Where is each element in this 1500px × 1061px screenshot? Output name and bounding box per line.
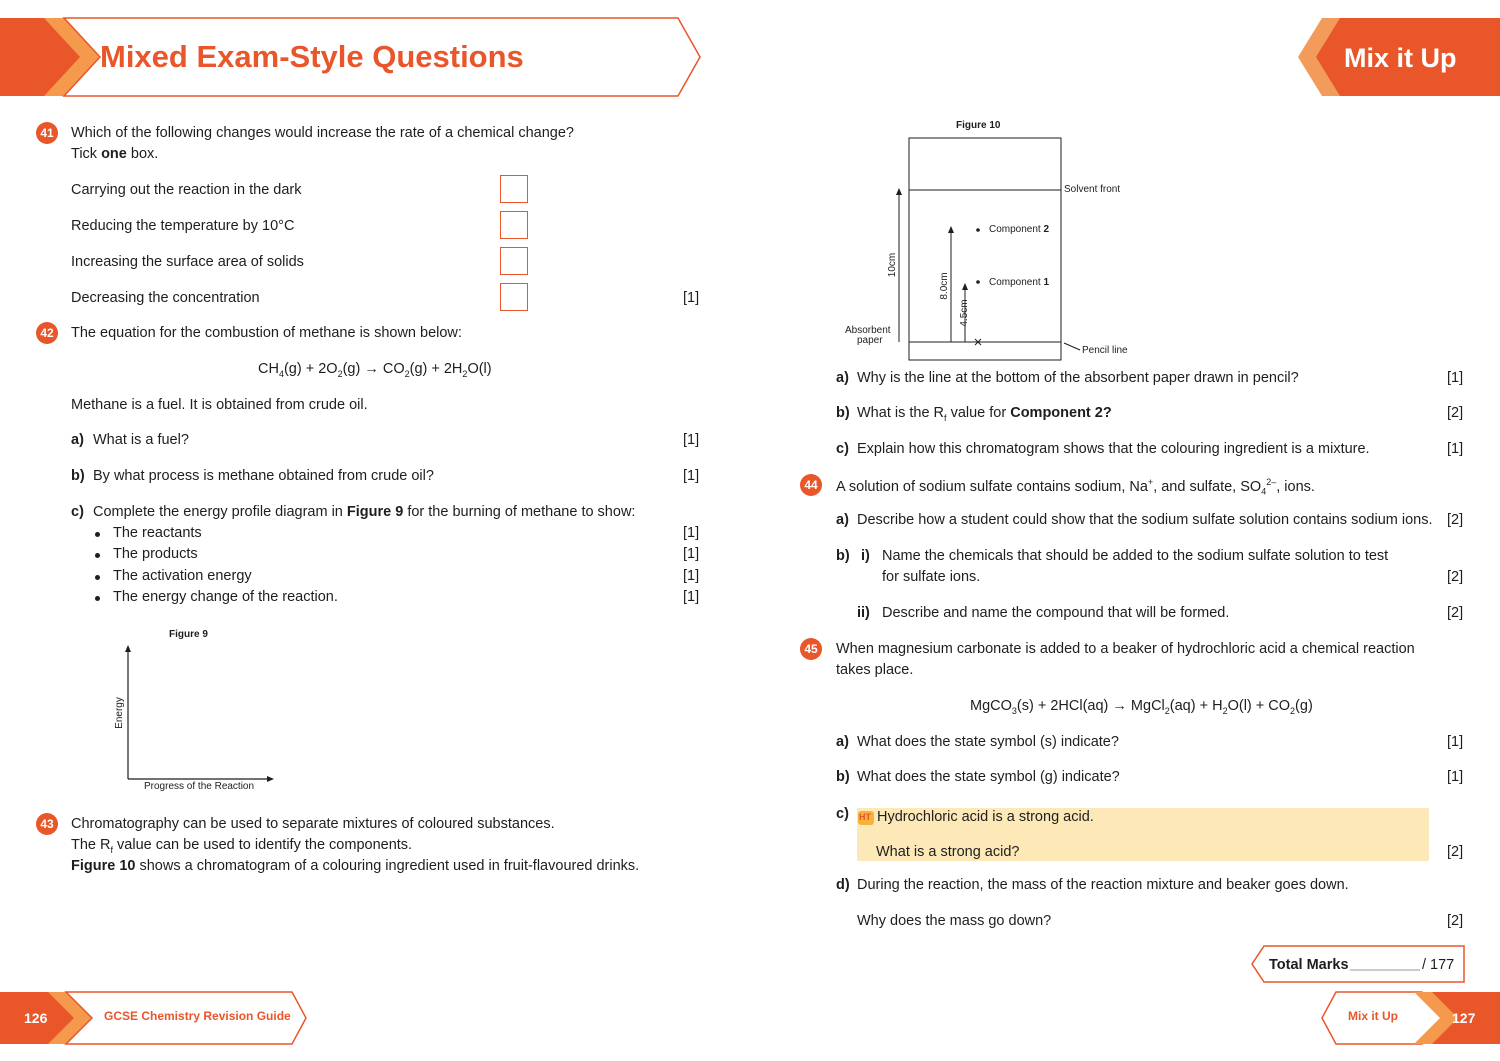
part-label: b) bbox=[836, 548, 850, 564]
marks: [2] bbox=[1447, 844, 1464, 860]
figure-title: Figure 10 bbox=[956, 120, 1001, 131]
part-text: What does the state symbol (g) indicate? bbox=[857, 769, 1120, 785]
part-text: Complete the energy profile diagram in Figure 9 for the burning of methane to show: bbox=[93, 504, 636, 520]
bullet bbox=[95, 575, 100, 580]
distance-label: 8.0cm bbox=[939, 272, 950, 300]
marks: [1] bbox=[1447, 769, 1464, 785]
instruction: Tick one box. bbox=[71, 146, 159, 162]
marks: [2] bbox=[1447, 913, 1464, 929]
marks: [1] bbox=[683, 290, 700, 306]
y-axis-label: Energy bbox=[114, 697, 125, 729]
part-text: Why does the mass go down? bbox=[857, 913, 1052, 929]
component-1-label: Component 1 bbox=[989, 277, 1050, 288]
bullet-text: The reactants bbox=[113, 525, 202, 541]
tick-box[interactable] bbox=[500, 211, 528, 239]
part-label: b) bbox=[836, 405, 850, 421]
tick-box[interactable] bbox=[500, 247, 528, 275]
distance-label: 10cm bbox=[887, 252, 898, 278]
page-title: Mixed Exam-Style Questions bbox=[100, 39, 524, 74]
part-label: a) bbox=[836, 370, 849, 386]
absorbent-paper-label: Absorbent bbox=[845, 325, 891, 336]
marks: [1] bbox=[683, 432, 700, 448]
part-label: a) bbox=[836, 512, 849, 528]
pencil-line-label: Pencil line bbox=[1082, 345, 1128, 356]
question-text: Chromatography can be used to separate mixtures of coloured substances. bbox=[71, 816, 555, 832]
figure-title: Figure 9 bbox=[169, 629, 208, 640]
marks: [2] bbox=[1447, 405, 1464, 421]
marks: [1] bbox=[683, 589, 700, 605]
option-label: Increasing the surface area of solids bbox=[71, 254, 304, 270]
question-text: When magnesium carbonate is added to a beaker of hydrochloric acid a chemical reaction bbox=[836, 641, 1415, 657]
bullet bbox=[95, 553, 100, 558]
part-text: Explain how this chromatogram shows that the colouring ingredient is a mixture. bbox=[857, 441, 1370, 457]
question-text: takes place. bbox=[836, 662, 914, 678]
bullet-text: The activation energy bbox=[113, 568, 252, 584]
marks: [1] bbox=[1447, 734, 1464, 750]
bullet bbox=[95, 532, 100, 537]
tick-box[interactable] bbox=[500, 283, 528, 311]
part-text: What is a strong acid? bbox=[876, 844, 1020, 860]
marks: [1] bbox=[1447, 441, 1464, 457]
question-number: 44 bbox=[800, 474, 822, 496]
marks: [2] bbox=[1447, 605, 1464, 621]
part-label: c) bbox=[836, 806, 849, 822]
part-label: a) bbox=[836, 734, 849, 750]
question-text: The $R_f$ value can be used to identify the components. bbox=[71, 837, 413, 855]
section-tab bbox=[1298, 16, 1500, 98]
part-text: What is the $R_f$ value for Component 2? bbox=[857, 405, 1112, 423]
distance-label: 4.5cm bbox=[959, 299, 970, 327]
tick-box[interactable] bbox=[500, 175, 528, 203]
question-number: 42 bbox=[36, 322, 58, 344]
marks: [2] bbox=[1447, 512, 1464, 528]
question-text: A solution of sodium sulfate contains sodium, Na+, and sulfate, $SO_4^{2-}$, ions. bbox=[836, 477, 1315, 497]
marks: [1] bbox=[683, 546, 700, 562]
part-text: Hydrochloric acid is a strong acid. bbox=[877, 809, 1094, 825]
question-text: Which of the following changes would increase the rate of a chemical change? bbox=[71, 125, 574, 141]
higher-tier-badge-label: HT bbox=[859, 812, 871, 822]
absorbent-paper-label: paper bbox=[857, 335, 883, 346]
chromatogram bbox=[880, 133, 1120, 363]
footer-section-label: Mix it Up bbox=[1348, 1009, 1398, 1023]
energy-axes bbox=[120, 645, 290, 795]
bullet bbox=[95, 596, 100, 601]
part-text: What does the state symbol (s) indicate? bbox=[857, 734, 1119, 750]
solvent-front-label: Solvent front bbox=[1064, 184, 1121, 195]
marks: [2] bbox=[1447, 569, 1464, 585]
bullet-text: The products bbox=[113, 546, 198, 562]
question-text: The equation for the combustion of methane is shown below: bbox=[71, 325, 462, 341]
marks: [1] bbox=[683, 568, 700, 584]
component-2-label: Component 2 bbox=[989, 224, 1050, 235]
part-text: Why is the line at the bottom of the absorbent paper drawn in pencil? bbox=[857, 370, 1299, 386]
bullet-text: The energy change of the reaction. bbox=[113, 589, 338, 605]
part-text: Describe and name the compound that will be formed. bbox=[882, 605, 1230, 621]
marks: [1] bbox=[683, 525, 700, 541]
marks: [1] bbox=[683, 468, 700, 484]
part-label: c) bbox=[71, 504, 84, 520]
option-label: Carrying out the reaction in the dark bbox=[71, 182, 302, 198]
x-axis-label: Progress of the Reaction bbox=[144, 781, 255, 792]
part-label: a) bbox=[71, 432, 84, 448]
question-number: 43 bbox=[36, 813, 58, 835]
part-label: b) bbox=[836, 769, 850, 785]
part-text: During the reaction, the mass of the reaction mixture and beaker goes down. bbox=[857, 877, 1349, 893]
guide-title: GCSE Chemistry Revision Guide bbox=[104, 1009, 291, 1023]
part-text: By what process is methane obtained from crude oil? bbox=[93, 468, 434, 484]
part-label: d) bbox=[836, 877, 850, 893]
part-text: for sulfate ions. bbox=[882, 569, 981, 585]
section-tab-label: Mix it Up bbox=[1344, 43, 1457, 73]
header-banner bbox=[0, 16, 705, 98]
subpart-label: ii) bbox=[857, 605, 870, 621]
part-text: Name the chemicals that should be added to the sodium sulfate solution to test bbox=[882, 548, 1389, 564]
page-number-right: 127 bbox=[1452, 1010, 1476, 1026]
total-marks-value: / 177 bbox=[1422, 957, 1455, 973]
question-info: Methane is a fuel. It is obtained from crude oil. bbox=[71, 397, 368, 413]
marks: [1] bbox=[1447, 370, 1464, 386]
question-text: Figure 10 shows a chromatogram of a colouring ingredient used in fruit-flavoured drinks. bbox=[71, 858, 640, 874]
part-text: What is a fuel? bbox=[93, 432, 189, 448]
option-label: Decreasing the concentration bbox=[71, 290, 260, 306]
question-number: 45 bbox=[800, 638, 822, 660]
chemical-equation: MgCO$_3$(s) + 2HCl(aq) → MgCl$_2$(aq) + $H_2O(l) + CO_2(g)$ bbox=[970, 698, 1313, 716]
subpart-label: i) bbox=[861, 548, 870, 564]
question-number: 41 bbox=[36, 122, 58, 144]
page-number-left: 126 bbox=[24, 1010, 48, 1026]
part-label: b) bbox=[71, 468, 85, 484]
total-marks-label: Total Marks bbox=[1269, 957, 1349, 973]
option-label: Reducing the temperature by 10°C bbox=[71, 218, 295, 234]
part-text: Describe how a student could show that the sodium sulfate solution contains sodium ions. bbox=[857, 512, 1433, 528]
chemical-equation: $CH_4(g) + 2O_2(g) \to CO_2(g) + 2H_2O(l)$ bbox=[258, 361, 492, 379]
part-label: c) bbox=[836, 441, 849, 457]
